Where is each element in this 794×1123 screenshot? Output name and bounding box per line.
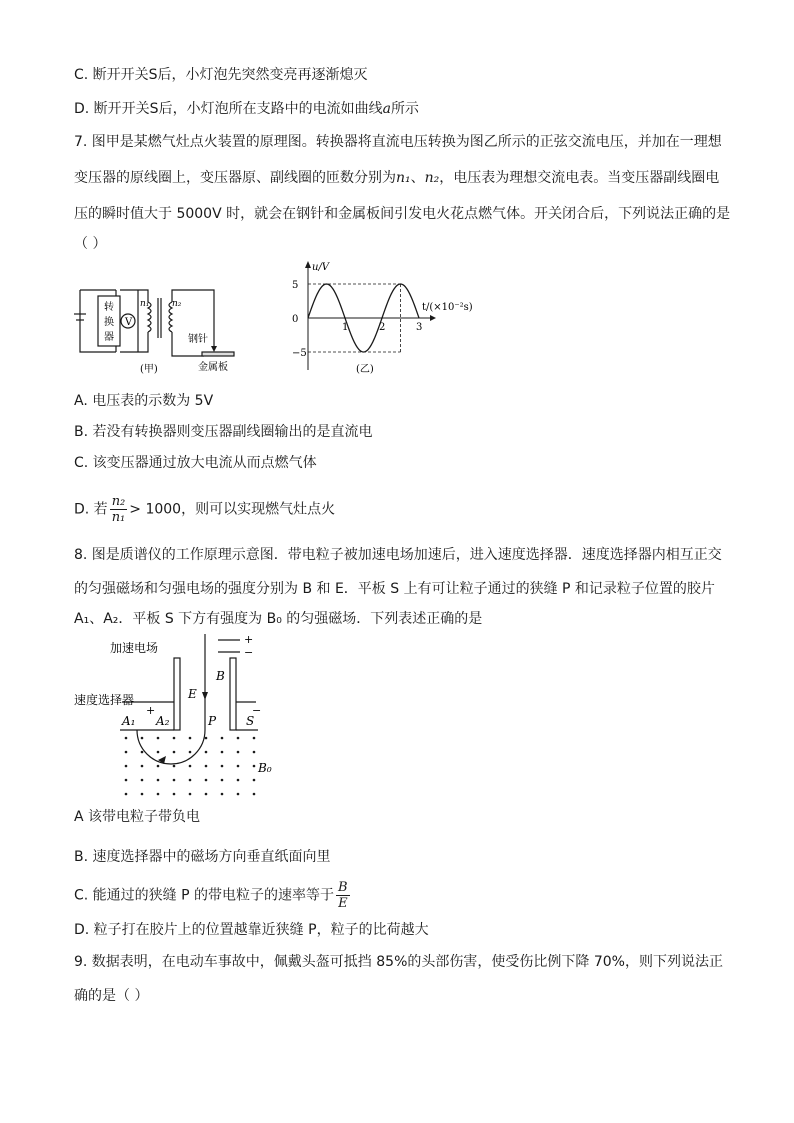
svg-text:+: + — [244, 633, 254, 646]
q7-option-a: A. 电压表的示数为 5V — [74, 393, 214, 409]
svg-text:P: P — [208, 714, 217, 728]
field-dot — [205, 737, 208, 740]
metal-plate — [202, 352, 234, 356]
field-dot — [173, 793, 176, 796]
field-dot — [125, 737, 128, 740]
svg-text:转: 转 — [104, 302, 114, 313]
q9-stem-line1: 9. 数据表明，在电动车事故中，佩戴头盔可抵挡 85%的头部伤害，使受伤比例下降 70%，则下列说法正 — [74, 954, 723, 970]
svg-text:S: S — [246, 714, 255, 728]
field-dot — [221, 765, 224, 768]
field-dot — [125, 751, 128, 754]
field-dot — [189, 793, 192, 796]
field-dot — [141, 737, 144, 740]
field-dot — [205, 765, 208, 768]
q7-stem-line3: 压的瞬时值大于 5000V 时，就会在钢针和金属板间引发电火花点燃气体。开关闭合后，下列说法正确的是 — [74, 206, 731, 222]
field-dot — [173, 737, 176, 740]
particle-trajectory — [137, 730, 205, 764]
x-axis-label: t/(×10⁻²s) — [422, 302, 473, 313]
field-dot — [205, 779, 208, 782]
field-dot — [173, 765, 176, 768]
field-dot — [125, 779, 128, 782]
field-dot — [141, 793, 144, 796]
x-tick-label: 3 — [416, 322, 423, 333]
field-dot — [221, 779, 224, 782]
svg-text:B₀: B₀ — [258, 761, 272, 775]
y-tick-label: −5 — [292, 348, 307, 359]
q8-option-c: C. 能通过的狭缝 P 的带电粒子的速率等于 $\frac{B}{E}$ — [74, 880, 348, 911]
field-dot — [141, 751, 144, 754]
q8-option-b: B. 速度选择器中的磁场方向垂直纸面向里 — [74, 849, 331, 865]
field-dot — [157, 793, 160, 796]
x-tick-label: 1 — [342, 322, 349, 333]
q7-option-c: C. 该变压器通过放大电流从而点燃气体 — [74, 455, 317, 471]
svg-text:E: E — [188, 687, 197, 701]
svg-text:器: 器 — [104, 332, 114, 343]
velocity-fraction: $\frac{B}{E}$ — [338, 880, 348, 911]
y-tick-label: 5 — [292, 280, 299, 291]
field-dot — [237, 793, 240, 796]
y-tick-label: 0 — [292, 314, 299, 325]
field-dot — [237, 751, 240, 754]
field-dot — [157, 751, 160, 754]
q8-stem-line1: 8. 图是质谱仪的工作原理示意图．带电粒子被加速电场加速后，进入速度选择器．速度选择器内相互正交 — [74, 547, 722, 563]
q9-stem-line2: 确的是（ ） — [74, 988, 149, 1004]
mass-spectrometer-diagram — [70, 632, 290, 802]
field-dot — [125, 765, 128, 768]
field-dot — [141, 765, 144, 768]
svg-text:+: + — [146, 704, 156, 717]
q8-option-a: A 该带电粒子带负电 — [74, 809, 201, 825]
q7-option-d: D. 若 $\frac{\text{n₂}}{\text{n₁}}$ > 1000，则可以实现燃气灶点火 — [74, 494, 336, 525]
svg-text:金属板: 金属板 — [198, 362, 228, 373]
field-dot — [253, 779, 256, 782]
q8-stem-line3: A₁、A₂．平板 S 下方有强度为 B₀ 的匀强磁场．下列表述正确的是 — [74, 611, 483, 627]
field-dot — [253, 765, 256, 768]
field-dot — [221, 751, 224, 754]
svg-text:加速电场: 加速电场 — [110, 641, 159, 655]
selector-plate-right — [230, 658, 236, 730]
field-dot — [237, 779, 240, 782]
q7-sine-chart — [290, 258, 490, 380]
q6-option-c: C. 断开开关S后，小灯泡先突然变亮再逐渐熄灭 — [74, 67, 368, 83]
field-dot — [221, 793, 224, 796]
q7-answer-bracket: （ ） — [74, 236, 107, 252]
field-dot — [237, 765, 240, 768]
q7-circuit-diagram — [68, 280, 248, 380]
svg-text:−: − — [252, 704, 262, 717]
field-dot — [157, 765, 160, 768]
field-dot — [189, 765, 192, 768]
q7-stem-line2: 变压器的原线圈上，变压器原、副线圈的匝数分别为n₁、n₂，电压表为理想交流电表。当变压器副线圈电 — [74, 170, 720, 186]
field-dot — [173, 751, 176, 754]
svg-text:(甲): (甲) — [140, 364, 158, 375]
field-dot — [141, 779, 144, 782]
svg-text:u/V: u/V — [312, 262, 330, 273]
field-dot — [253, 751, 256, 754]
svg-text:n₁: n₁ — [140, 299, 150, 309]
field-dot — [125, 793, 128, 796]
field-dot — [237, 737, 240, 740]
svg-text:钢针: 钢针 — [188, 334, 208, 345]
q7-option-b: B. 若没有转换器则变压器副线圈输出的是直流电 — [74, 424, 373, 440]
field-dot — [173, 779, 176, 782]
field-dot — [157, 779, 160, 782]
svg-text:n₂: n₂ — [172, 299, 182, 309]
q8-option-d: D. 粒子打在胶片上的位置越靠近狭缝 P，粒子的比荷越大 — [74, 922, 429, 938]
svg-text:B: B — [216, 669, 225, 683]
ratio-fraction: $\frac{\text{n₂}}{\text{n₁}}$ — [111, 494, 126, 525]
q7-stem-line1: 7. 图甲是某燃气灶点火装置的原理图。转换器将直流电压转换为图乙所示的正弦交流电压，并加在一理想 — [74, 134, 722, 150]
svg-text:V: V — [125, 317, 133, 328]
field-dot — [253, 793, 256, 796]
q8-stem-line2: 的匀强磁场和匀强电场的强度分别为 B 和 E．平板 S 上有可让粒子通过的狭缝 P 和记录粒子位置的胶片 — [74, 581, 715, 597]
svg-text:A₁: A₁ — [122, 714, 136, 728]
svg-text:A₂: A₂ — [156, 714, 170, 728]
field-dot — [157, 737, 160, 740]
x-axis-arrow — [430, 315, 436, 321]
q6-option-d: D. 断开开关S后，小灯泡所在支路中的电流如曲线a所示 — [74, 101, 419, 117]
curve-a-label: a — [382, 101, 391, 117]
field-dot — [189, 751, 192, 754]
field-dot — [253, 737, 256, 740]
svg-text:换: 换 — [104, 317, 114, 328]
y-axis-arrow — [305, 261, 311, 268]
svg-text:速度选择器: 速度选择器 — [74, 693, 135, 707]
field-dot — [205, 793, 208, 796]
x-tick-label: 2 — [379, 322, 386, 333]
chart-caption: (乙) — [356, 364, 374, 375]
svg-text:−: − — [244, 646, 254, 659]
field-dot — [189, 737, 192, 740]
field-dot — [205, 751, 208, 754]
field-dot — [189, 779, 192, 782]
selector-plate-left — [174, 658, 180, 730]
field-dot — [221, 737, 224, 740]
